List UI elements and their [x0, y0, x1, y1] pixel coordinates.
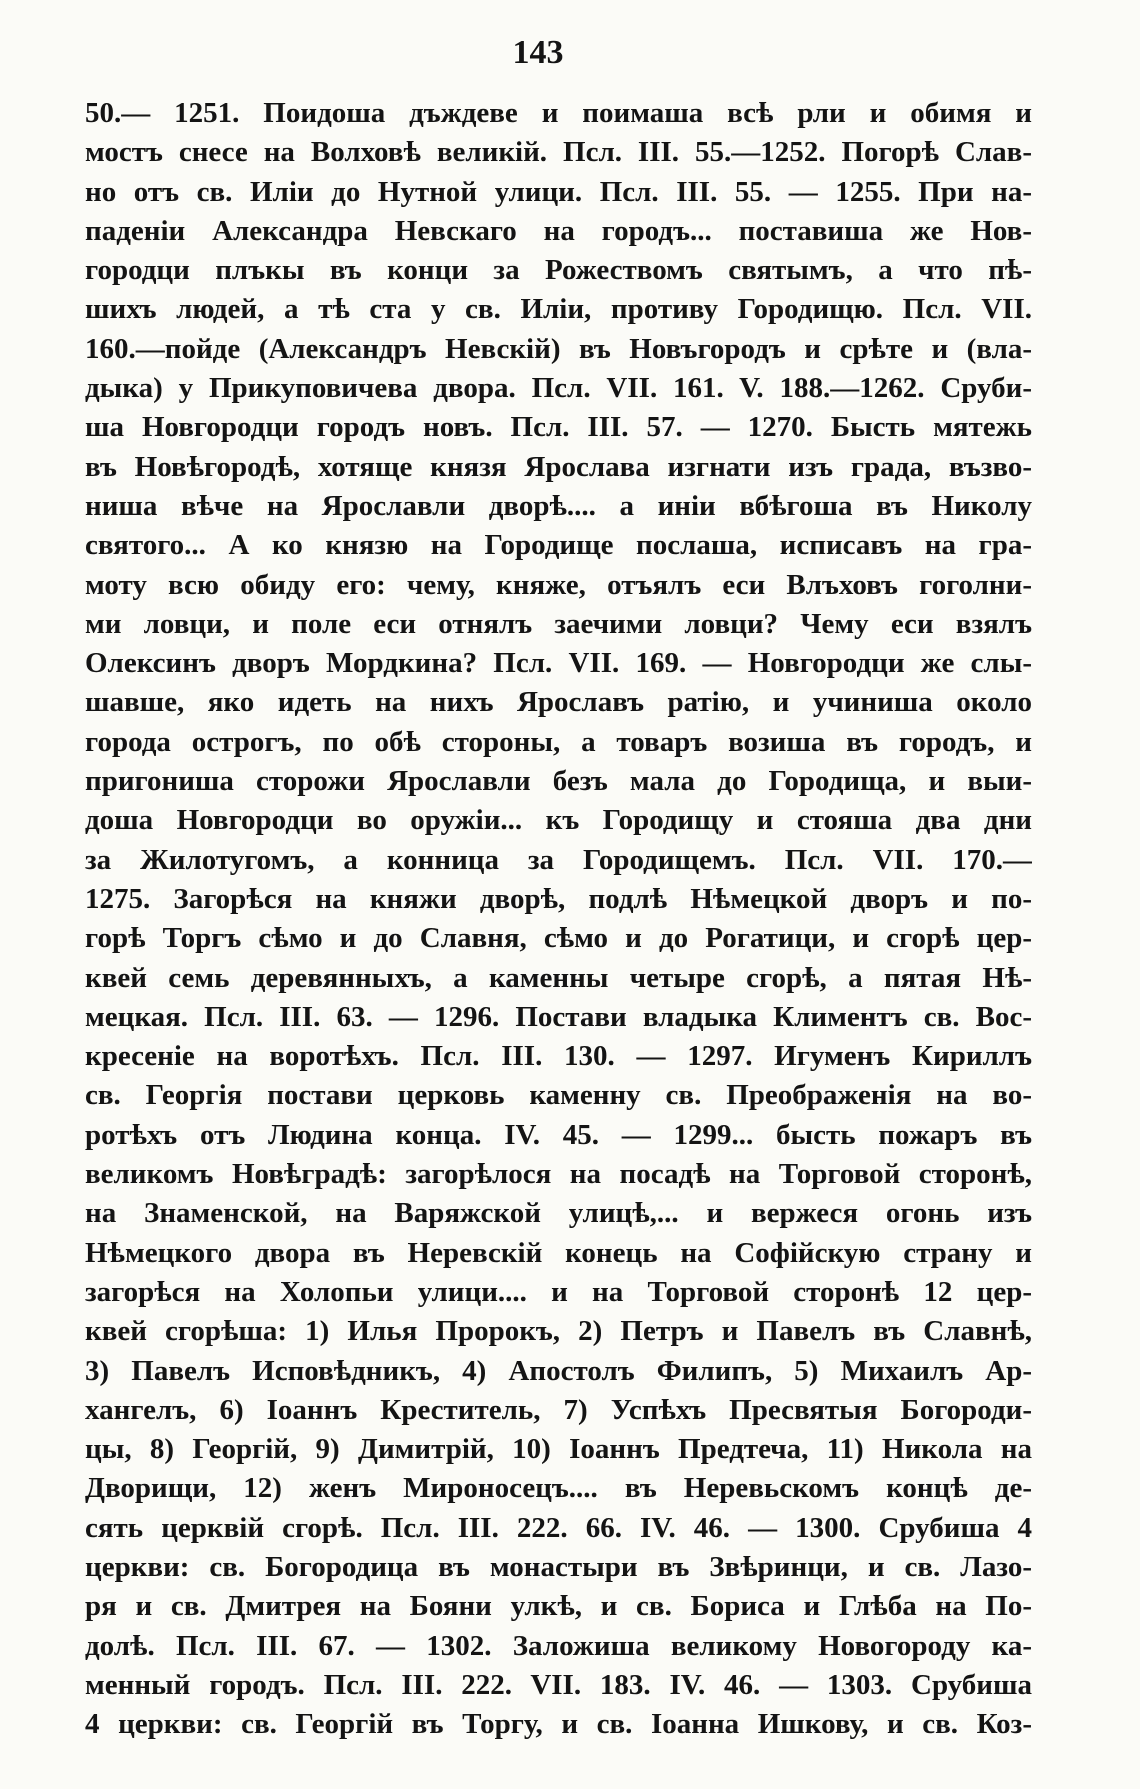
text-line: шихъ людей, а тѣ ста у св. Иліи, противу Городищю. Псл. VII. [85, 293, 1032, 326]
text-line: ша Новгородци городъ новъ. Псл. III. 57. — 1270. Бысть мятежь [85, 411, 1032, 444]
text-line: городци плъкы въ конци за Рожествомъ святымъ, а что пѣ- [85, 254, 1032, 287]
text-line: церкви: св. Богородица въ монастыри въ Звѣринци, и св. Лазо- [85, 1550, 1032, 1583]
text-line: доша Новгородци во оружіи... къ Городищу и стояша два дни [85, 804, 1032, 837]
text-line: но отъ св. Иліи до Нутной улици. Псл. III. 55. — 1255. При на- [85, 175, 1032, 208]
page-text-column [85, 94, 1032, 1744]
text-line: мецкая. Псл. III. 63. — 1296. Постави владыка Климентъ св. Вос- [85, 1000, 1032, 1033]
text-line: сять церквій сгорѣ. Псл. III. 222. 66. IV. 46. — 1300. Срубиша 4 [85, 1511, 1032, 1544]
text-line: квей семь деревянныхъ, а каменны четыре сгорѣ, а пятая Нѣ- [85, 961, 1032, 994]
text-line: 4 церкви: св. Георгій въ Торгу, и св. Іоанна Ишкову, и св. Коз- [85, 1708, 1032, 1741]
text-line: 1275. Загорѣся на княжи дворѣ, подлѣ Нѣмецкой дворъ и по- [85, 882, 1032, 915]
text-line: города острогъ, по обѣ стороны, а товаръ возиша въ городъ, и [85, 725, 1032, 758]
text-line: въ Новѣгородѣ, хотяще князя Ярослава изгнати изъ града, възво- [85, 450, 1032, 483]
text-line: мостъ снесе на Волховѣ великій. Псл. III. 55.—1252. Погорѣ Слав- [85, 136, 1032, 169]
text-line: 50.— 1251. Поидоша дъждеве и поимаша всѣ рли и обимя и [85, 97, 1032, 129]
text-line: паденіи Александра Невскаго на городъ... поставиша же Нов- [85, 214, 1032, 247]
text-line: ниша вѣче на Ярославли дворѣ.... а иніи вбѣгоша въ Николу [85, 489, 1032, 522]
text-line: за Жилотугомъ, а конница за Городищемъ. Псл. VII. 170.— [85, 843, 1032, 876]
text-line: великомъ Новѣградѣ: загорѣлося на посадѣ на Торговой сторонѣ, [85, 1158, 1032, 1191]
text-line: моту всю обиду его: чему, княже, отъялъ еси Влъховъ гоголни- [85, 568, 1032, 601]
text-line: на Знаменской, на Варяжской улицѣ,... и вержеся огонь изъ [85, 1197, 1032, 1230]
text-line: кресеніе на воротѣхъ. Псл. III. 130. — 1297. Игуменъ Кириллъ [85, 1040, 1032, 1073]
text-line: Олексинъ дворъ Мордкина? Псл. VII. 169. — Новгородци же слы- [85, 647, 1032, 680]
text-line: шавше, яко идеть на нихъ Ярославъ ратію, и учиниша около [85, 686, 1032, 719]
text-line: горѣ Торгъ сѣмо и до Славня, сѣмо и до Рогатици, и сгорѣ цер- [85, 922, 1032, 955]
text-line: загорѣся на Холопьи улици.... и на Торговой сторонѣ 12 цер- [85, 1275, 1032, 1308]
text-line: ми ловци, и поле еси отнялъ заечими ловци? Чему еси взялъ [85, 607, 1032, 640]
text-line: дыка) у Прикуповичева двора. Псл. VII. 161. V. 188.—1262. Сруби- [85, 372, 1032, 405]
text-line: хангелъ, 6) Іоаннъ Креститель, 7) Успѣхъ Пресвятыя Богороди- [85, 1393, 1032, 1426]
text-line: ротѣхъ отъ Людина конца. IV. 45. — 1299... бысть пожаръ въ [85, 1118, 1032, 1151]
text-line: квей сгорѣша: 1) Илья Пророкъ, 2) Петръ и Павелъ въ Славнѣ, [85, 1315, 1032, 1348]
text-line: долѣ. Псл. III. 67. — 1302. Заложиша великому Новогороду ка- [85, 1629, 1032, 1662]
text-line: цы, 8) Георгій, 9) Димитрій, 10) Іоаннъ Предтеча, 11) Никола на [85, 1433, 1032, 1466]
text-line: Нѣмецкого двора въ Неревскій конець на Софійскую страну и [85, 1236, 1032, 1269]
text-line: пригониша сторожи Ярославли безъ мала до Городища, и выи- [85, 765, 1032, 798]
text-line: 3) Павелъ Исповѣдникъ, 4) Апостолъ Филипъ, 5) Михаилъ Ар- [85, 1354, 1032, 1387]
text-line: святого... А ко князю на Городище послаша, исписавъ на гра- [85, 529, 1032, 562]
page-number: 143 [512, 34, 564, 71]
text-line: Дворищи, 12) женъ Мироносецъ.... въ Неревьскомъ концѣ де- [85, 1472, 1032, 1505]
text-line: менный городъ. Псл. III. 222. VII. 183. IV. 46. — 1303. Срубиша [85, 1668, 1032, 1701]
text-line: св. Георгія постави церковь каменну св. Преображенія на во- [85, 1079, 1032, 1112]
text-line: ря и св. Дмитрея на Бояни улкѣ, и св. Бориса и Глѣба на По- [85, 1590, 1032, 1623]
text-line: 160.—пойде (Александръ Невскій) въ Новъгородъ и срѣте и (вла- [85, 332, 1032, 365]
